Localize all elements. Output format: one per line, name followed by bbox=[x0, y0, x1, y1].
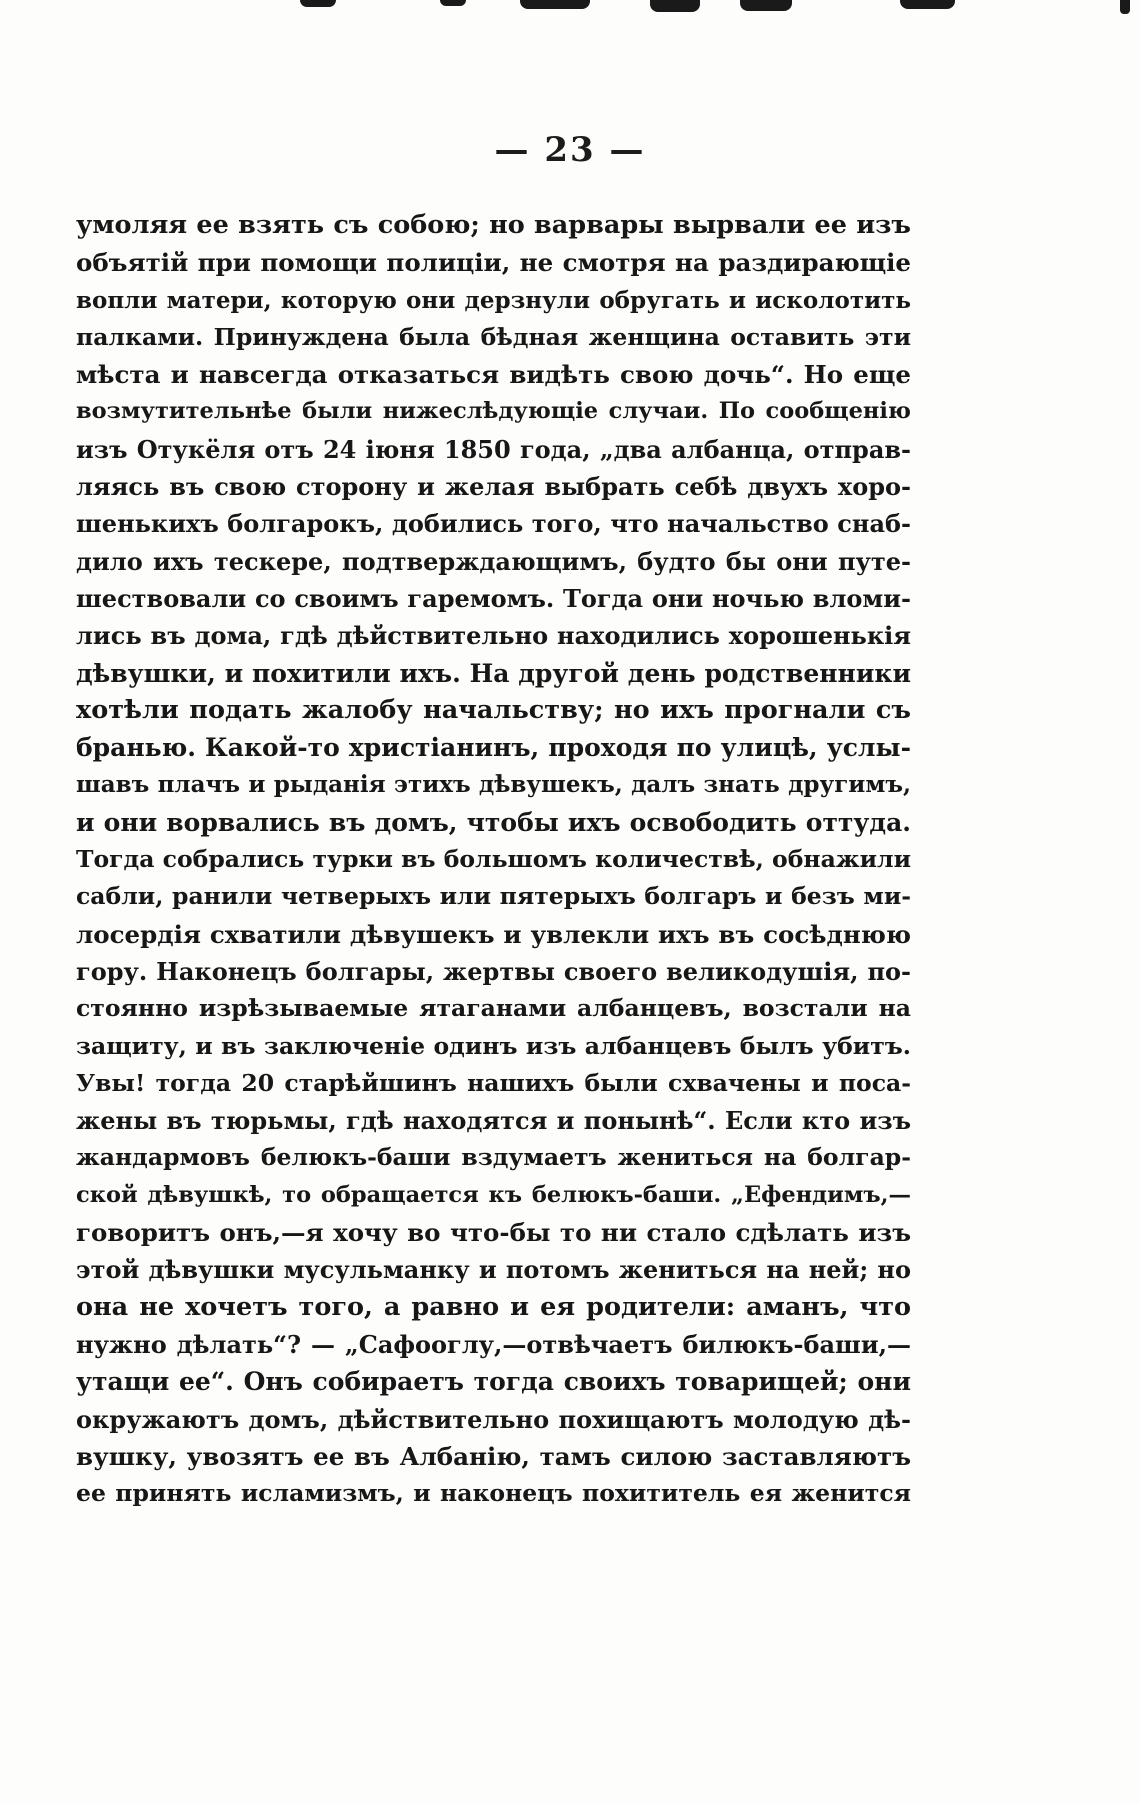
text-line: изъ Отукёля отъ 24 іюня 1850 года, „два албанца, отправ- bbox=[76, 434, 911, 464]
text-line: жены въ тюрьмы, гдѣ находятся и понынѣ“. Если кто изъ bbox=[76, 1106, 911, 1136]
text-line: вушку, увозятъ ее въ Албанію, тамъ силою заставляютъ bbox=[76, 1441, 911, 1471]
body-text bbox=[76, 207, 911, 1512]
text-line: гору. Наконецъ болгары, жертвы своего великодушія, по- bbox=[76, 956, 911, 986]
text-line: шавъ плачъ и рыданія этихъ дѣвушекъ, далъ знать другимъ, bbox=[76, 771, 911, 799]
text-line: говоритъ онъ,—я хочу во что-бы то ни стало сдѣлать изъ bbox=[76, 1218, 911, 1248]
page-number: — 23 — bbox=[494, 130, 646, 170]
scan-artifact bbox=[520, 0, 590, 9]
text-line: этой дѣвушки мусульманку и потомъ жениться на ней; но bbox=[76, 1255, 911, 1285]
text-line: жандармовъ белюкъ-баши вздумаетъ жениться на болгар- bbox=[76, 1143, 911, 1172]
text-line: шенькихъ болгарокъ, добились того, что начальство снаб- bbox=[76, 509, 911, 539]
text-line: окружаютъ домъ, дѣйствительно похищаютъ молодую дѣ- bbox=[76, 1404, 911, 1434]
text-line: дѣвушки, и похитили ихъ. На другой день родственники bbox=[76, 658, 911, 688]
text-line: Увы! тогда 20 старѣйшинъ нашихъ были схвачены и поса- bbox=[76, 1068, 911, 1097]
scan-artifact bbox=[300, 0, 336, 7]
text-line: дило ихъ тескере, подтверждающимъ, будто бы они путе- bbox=[76, 546, 911, 576]
text-line: нужно дѣлать“? — „Сафооглу,—отвѣчаетъ билюкъ-баши,— bbox=[76, 1329, 911, 1359]
text-line: стоянно изрѣзываемые ятаганами албанцевъ, возстали на bbox=[76, 994, 911, 1023]
text-line: утащи ее“. Онъ собираетъ тогда своихъ товарищей; они bbox=[76, 1367, 911, 1397]
text-line: возмутительнѣе были нижеслѣдующіе случаи. По сообщенію bbox=[76, 398, 911, 425]
scan-artifact bbox=[740, 0, 792, 11]
scan-artifact bbox=[440, 0, 466, 6]
text-line: объятій при помощи полиціи, не смотря на раздирающіе bbox=[76, 248, 911, 278]
text-line: мѣста и навсегда отказаться видѣть свою дочь“. Но еще bbox=[76, 360, 911, 390]
scan-artifact bbox=[1120, 0, 1130, 14]
scan-artifact bbox=[650, 0, 700, 12]
text-line: лись въ дома, гдѣ дѣйствительно находились хорошенькія bbox=[76, 621, 911, 651]
text-line: вопли матери, которую они дерзнули обругать и исколотить bbox=[76, 286, 911, 314]
text-line: сабли, ранили четверыхъ или пятерыхъ болгаръ и безъ ми- bbox=[76, 882, 911, 911]
text-line: защиту, и въ заключеніе одинъ изъ албанцевъ былъ убитъ. bbox=[76, 1031, 911, 1060]
scan-artifact bbox=[900, 0, 955, 9]
text-line: ской дѣвушкѣ, то обращается къ белюкъ-баши. „Ефендимъ,— bbox=[76, 1181, 911, 1208]
text-line: умоляя ее взять съ собою; но варвары вырвали ее изъ bbox=[76, 210, 911, 240]
text-line: и они ворвались въ домъ, чтобы ихъ освободить оттуда. bbox=[76, 807, 911, 837]
text-line: хотѣли подать жалобу начальству; но ихъ прогнали съ bbox=[76, 694, 911, 725]
text-line: ляясь въ свою сторону и желая выбрать себѣ двухъ хоро- bbox=[76, 472, 911, 502]
scan-top-edge bbox=[0, 0, 1140, 16]
text-line: ее принять исламизмъ, и наконецъ похититель ея женится bbox=[76, 1479, 911, 1508]
text-line: Тогда собрались турки въ большомъ количествѣ, обнажили bbox=[76, 845, 911, 874]
text-line: лосердія схватили дѣвушекъ и увлекли ихъ въ сосѣднюю bbox=[76, 919, 911, 949]
text-line: палками. Принуждена была бѣдная женщина оставить эти bbox=[76, 322, 911, 351]
text-line: она не хочетъ того, а равно и ея родители: аманъ, что bbox=[76, 1291, 911, 1322]
text-line: бранью. Какой-то христіанинъ, проходя по улицѣ, услы- bbox=[76, 733, 911, 763]
text-line: шествовали со своимъ гаремомъ. Тогда они ночью вломи- bbox=[76, 583, 911, 613]
